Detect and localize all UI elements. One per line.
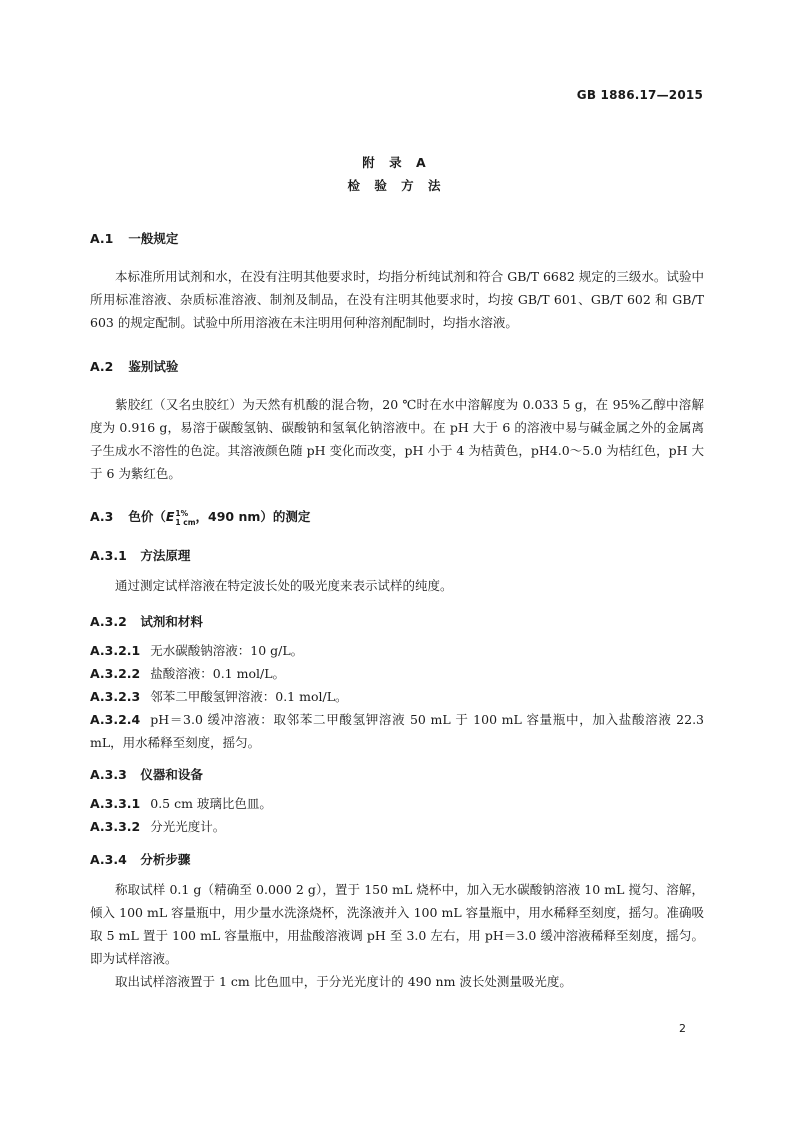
section-a34-body <box>90 878 704 993</box>
section-a2-heading <box>90 357 178 375</box>
page-number: 2 <box>679 1022 686 1035</box>
symbol-e-indices <box>175 509 195 527</box>
paragraph: 称取试样 0.1 g（精确至 0.000 2 g），置于 150 mL 烧杯中，加入无水碳酸钠溶液 10 mL 搅匀、溶解，倾入 100 mL 容量瓶中，用少量水洗涤烧杯，洗涤液并入 100 mL 容量瓶中，用水稀释至刻度，摇匀。准确吸取 5 mL 置于 100 mL 容量瓶中，用盐酸溶液调 pH 至 3.0 左右，用 pH＝3.0 缓冲溶液稀释至刻度，摇匀。即为试样溶液。 <box>90 882 704 966</box>
section-a32-heading <box>90 612 203 630</box>
paragraph: 紫胶红（又名虫胶红）为天然有机酸的混合物，20 ℃时在水中溶解度为 0.033 5 g，在 95%乙醇中溶解度为 0.916 g，易溶于碳酸氢钠、碳酸钠和氢氧化钠溶液中。在 pH 大于 6 的溶液中易与碱金属之外的金属离子生成水不溶性的色淀。其溶液颜色随 pH 变化而改变，pH 小于 4 为桔黄色，pH4.0～5.0 为桔红色，pH 大于 6 为紫红色。 <box>90 397 704 481</box>
item-a321 <box>90 639 704 662</box>
section-title: 一般规定 <box>128 231 179 246</box>
item-text: 无水碳酸钠溶液：10 g/L。 <box>150 643 304 658</box>
item-a332 <box>90 815 704 838</box>
section-title: 分析步骤 <box>140 852 191 867</box>
section-a1-heading <box>90 229 178 247</box>
section-number: A.3 <box>90 509 114 524</box>
item-text: pH＝3.0 缓冲溶液：取邻苯二甲酸氢钾溶液 50 mL 于 100 mL 容量瓶中，加入盐酸溶液 22.3 mL，用水稀释至刻度，摇匀。 <box>90 712 704 750</box>
symbol-e: E <box>165 509 175 524</box>
section-number: A.2 <box>90 359 114 374</box>
section-a33-heading <box>90 765 203 783</box>
item-number: A.3.2.4 <box>90 712 141 727</box>
appendix-title: 附 录 A <box>362 155 431 170</box>
section-title: 方法原理 <box>140 548 191 563</box>
standard-code: GB 1886.17—2015 <box>576 88 703 102</box>
paragraph: 本标准所用试剂和水，在没有注明其他要求时，均指分析纯试剂和符合 GB/T 6682 规定的三级水。试验中所用标准溶液、杂质标准溶液、制剂及制品，在没有注明其他要求时，均按 GB/T 601、GB/T 602 和 GB/T 603 的规定配制。试验中所用溶液在未注明用何种溶剂配制时，均指水溶液。 <box>90 269 704 330</box>
section-number: A.3.4 <box>90 852 127 867</box>
section-a31-heading <box>90 546 190 564</box>
section-number: A.3.3 <box>90 767 127 782</box>
section-a31-body <box>90 574 704 597</box>
item-number: A.3.2.2 <box>90 666 141 681</box>
section-a34-heading <box>90 850 190 868</box>
appendix-subtitle: 检 验 方 法 <box>347 178 446 193</box>
item-number: A.3.2.3 <box>90 689 141 704</box>
section-title: 试剂和材料 <box>140 614 203 629</box>
section-number: A.3.2 <box>90 614 127 629</box>
item-a323 <box>90 685 704 708</box>
item-number: A.3.3.2 <box>90 819 141 834</box>
section-number: A.1 <box>90 231 114 246</box>
section-title-prefix: 色价（ <box>128 509 166 524</box>
item-number: A.3.3.1 <box>90 796 141 811</box>
section-a3-heading <box>90 507 310 527</box>
item-text: 邻苯二甲酸氢钾溶液：0.1 mol/L。 <box>150 689 348 704</box>
superscript: 1% <box>175 508 189 518</box>
section-title: 鉴别试验 <box>128 359 179 374</box>
paragraph: 通过测定试样溶液在特定波长处的吸光度来表示试样的纯度。 <box>115 578 453 593</box>
section-a1-body <box>90 265 704 334</box>
section-a2-body <box>90 393 704 485</box>
item-text: 盐酸溶液：0.1 mol/L。 <box>150 666 285 681</box>
item-number: A.3.2.1 <box>90 643 141 658</box>
section-title-suffix: ，490 nm）的测定 <box>195 509 311 524</box>
paragraph: 取出试样溶液置于 1 cm 比色皿中，于分光光度计的 490 nm 波长处测量吸光度。 <box>115 974 572 989</box>
section-title: 仪器和设备 <box>140 767 203 782</box>
subscript: 1 cm <box>175 517 196 527</box>
item-text: 分光光度计。 <box>150 819 226 834</box>
item-a324 <box>90 708 704 754</box>
item-a322 <box>90 662 704 685</box>
item-a331 <box>90 792 704 815</box>
section-number: A.3.1 <box>90 548 127 563</box>
item-text: 0.5 cm 玻璃比色皿。 <box>150 796 272 811</box>
